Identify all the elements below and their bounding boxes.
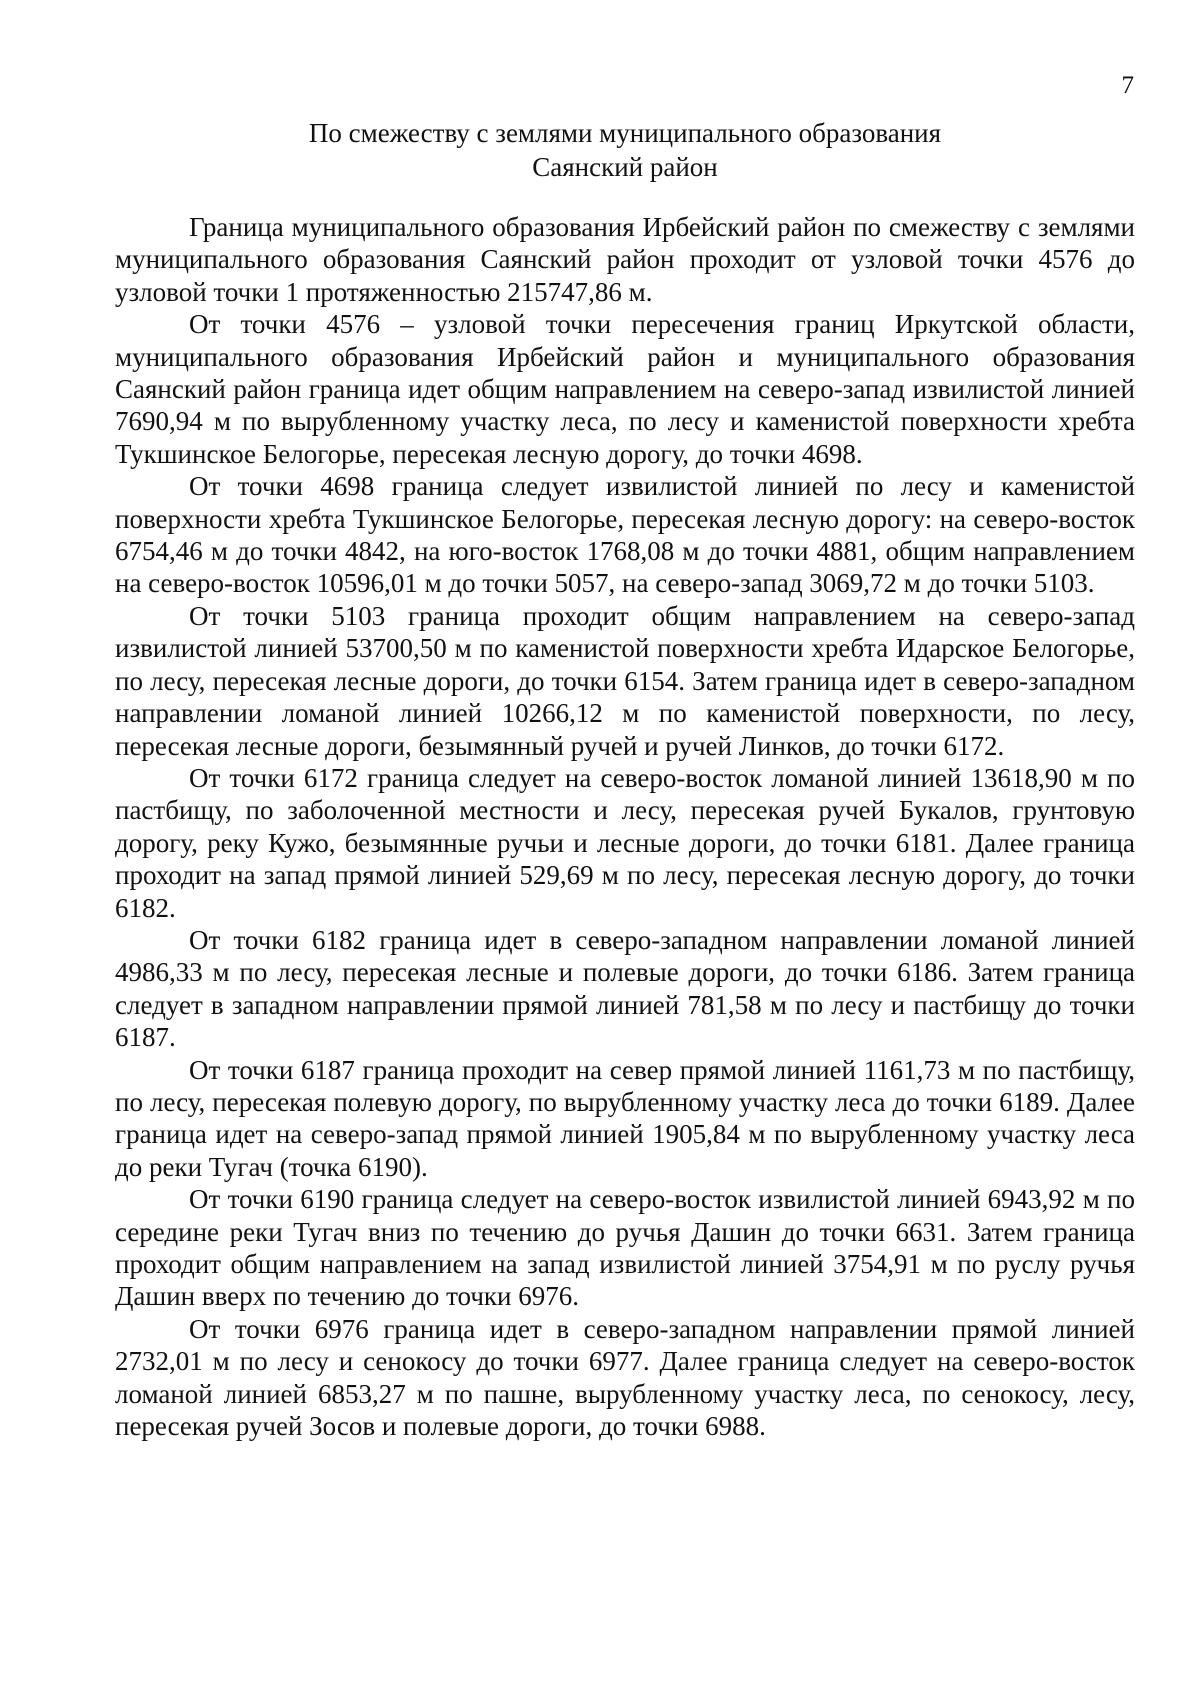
paragraph: От точки 6976 граница идет в северо-западном направлении прямой линией 2732,01 м по лесу и сенокосу до точки 6977. Далее граница следует на северо-восток ломаной линией 6853,27 м по пашне, вырубленному участку леса, по сенокосу, лесу, пересекая ручей Зосов и полевые дороги, до точки 6988. [115, 1313, 1135, 1442]
paragraph: От точки 4698 граница следует извилистой линией по лесу и каменистой поверхности хребта Тукшинское Белогорье, пересекая лесную дорогу: на северо-восток 6754,46 м до точки 4842, на юго-восток 1768,08 м до точки 4881, общим направлением на северо-восток 10596,01 м до точки 5057, на северо-запад 3069,72 м до точки 5103. [115, 471, 1135, 599]
heading-line-1: По смежеству с землями муниципального образования [308, 118, 942, 148]
paragraph: От точки 6187 граница проходит на север прямой линией 1161,73 м по пастбищу, по лесу, пересекая полевую дорогу, по вырубленному участку леса до точки 6189. Далее граница идет на северо-запад прямой линией 1905,84 м по вырубленному участку леса до реки Тугач (точка 6190). [115, 1054, 1135, 1182]
paragraph: Граница муниципального образования Ирбейский район по смежеству с землями муниципального образования Саянский район проходит от узловой точки 4576 до узловой точки 1 протяженностью 215747,86 м. [115, 212, 1135, 307]
paragraph: От точки 6182 граница идет в северо-западном направлении ломаной линией 4986,33 м по лесу, пересекая лесные и полевые дороги, до точки 6186. Затем граница следует в западном направлении прямой линией 781,58 м по лесу и пастбищу до точки 6187. [115, 924, 1135, 1053]
paragraph: От точки 6190 граница следует на северо-восток извилистой линией 6943,92 м по середине реки Тугач вниз по течению до ручья Дашин до точки 6631. Затем граница проходит общим направлением на запад извилистой линией 3754,91 м по руслу ручья Дашин вверх по течению до точки 6976. [115, 1184, 1135, 1312]
document-body [115, 211, 1135, 1442]
paragraph: От точки 5103 граница проходит общим направлением на северо-запад извилистой линией 53700,50 м по каменистой поверхности хребта Идарское Белогорье, по лесу, пересекая лесные дороги, до точки 6154. Затем граница идет в северо-западном направлении ломаной линией 10266,12 м по каменистой поверхности, по лесу, пересекая лесные дороги, безымянный ручей и ручей Линков, до точки 6172. [115, 600, 1135, 761]
heading-line-2: Саянский район [532, 152, 718, 182]
page-number: 7 [1121, 72, 1134, 99]
paragraph: От точки 6172 граница следует на северо-восток ломаной линией 13618,90 м по пастбищу, по заболоченной местности и лесу, пересекая ручей Букалов, грунтовую дорогу, реку Кужо, безымянные ручьи и лесные дороги, до точки 6181. Далее граница проходит на запад прямой линией 529,69 м по лесу, пересекая лесную дорогу, до точки 6182. [115, 762, 1135, 923]
section-heading [115, 116, 1135, 184]
paragraph: От точки 4576 – узловой точки пересечения границ Иркутской области, муниципального образования Ирбейский район и муниципального образования Саянский район граница идет общим направлением на северо-запад извилистой линией 7690,94 м по вырубленному участку леса, по лесу и каменистой поверхности хребта Тукшинское Белогорье, пересекая лесную дорогу, до точки 4698. [115, 309, 1135, 469]
